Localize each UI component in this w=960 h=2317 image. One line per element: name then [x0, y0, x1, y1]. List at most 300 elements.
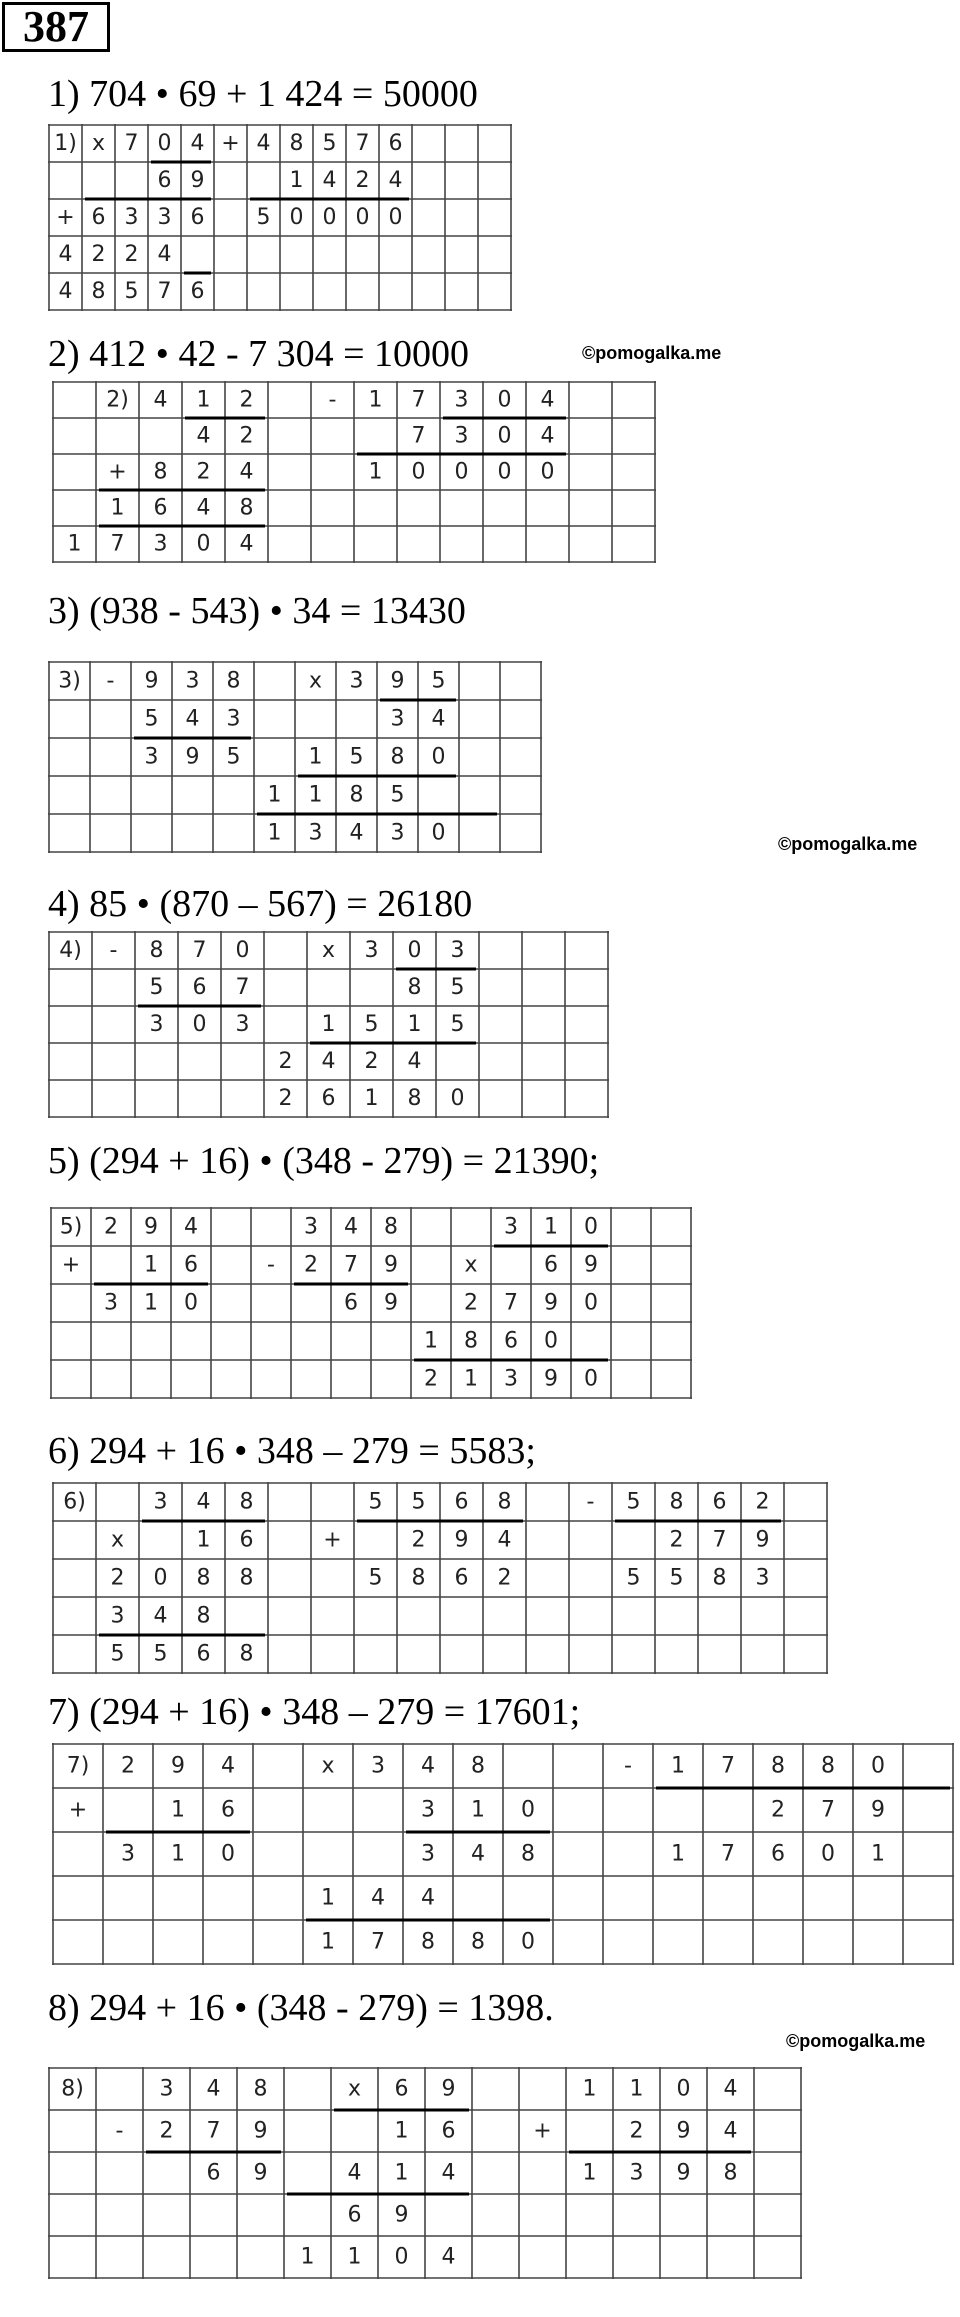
grid-digit: 1	[394, 2160, 409, 2186]
grid-digit: 9	[384, 1290, 398, 1316]
grid-digit: +	[221, 131, 240, 156]
grid-digit: 4	[540, 387, 555, 413]
grid-digit: 9	[394, 2202, 409, 2228]
calc-grid-3	[48, 661, 544, 855]
grid-digit: 6	[712, 1489, 727, 1515]
grid-digit: 7	[235, 975, 250, 1000]
calc-grid-2	[52, 381, 658, 565]
grid-digit: 4	[441, 2160, 456, 2186]
grid-digit: 7	[411, 387, 426, 413]
grid-digit: 8	[471, 1753, 485, 1779]
grid-digit: 8	[196, 1565, 211, 1591]
grid-digit: 0	[394, 2244, 409, 2270]
grid-digit: 3	[390, 706, 405, 732]
grid-digit: 4	[190, 131, 205, 156]
grid-digit: 2	[124, 242, 139, 267]
grid-digit: 8	[669, 1489, 684, 1515]
grid-digit: 3	[104, 1290, 118, 1316]
grid-digit: 4	[184, 1214, 198, 1240]
grid-digit: 7	[192, 938, 207, 963]
grid-digit: 5	[226, 744, 241, 770]
grid-digit: 6	[157, 168, 172, 193]
grid-digit: 3	[124, 205, 139, 230]
grid-digit: 6	[344, 1290, 358, 1316]
grid-digit: 2)	[106, 387, 129, 413]
grid-digit: 1	[871, 1841, 885, 1867]
grid-digit: 4	[239, 459, 254, 485]
grid-digit: 0	[676, 2076, 691, 2102]
grid-digit: 0	[322, 205, 337, 230]
grid-digit: 1	[471, 1797, 485, 1823]
grid-digit: 6	[184, 1252, 198, 1278]
grid-digit: 6	[454, 1565, 469, 1591]
grid-digit: 4	[497, 1527, 512, 1553]
grid-digit: 2	[771, 1797, 785, 1823]
grid-digit: 5	[124, 279, 139, 304]
grid-svg	[52, 1482, 830, 1676]
grid-digit: -	[328, 387, 337, 413]
grid-digit: 8	[226, 668, 241, 694]
grid-digit: 3	[390, 820, 405, 846]
grid-digit: 8	[521, 1841, 535, 1867]
grid-digit: 4	[58, 279, 73, 304]
grid-digit: 3	[226, 706, 241, 732]
grid-digit: 5	[364, 1012, 379, 1037]
grid-digit: 1	[394, 2118, 409, 2144]
grid-digit: 1	[110, 495, 125, 521]
watermark-3: ©pomogalka.me	[786, 2031, 926, 2051]
grid-digit: 6	[388, 131, 403, 156]
grid-digit: 0	[521, 1929, 535, 1955]
grid-digit: 0	[497, 423, 512, 449]
grid-digit: 8	[471, 1929, 485, 1955]
grid-digit: 1	[267, 820, 282, 846]
grid-digit: 8	[411, 1565, 426, 1591]
grid-digit: 2	[629, 2118, 644, 2144]
grid-digit: 8	[497, 1489, 512, 1515]
grid-digit: 7)	[66, 1753, 90, 1779]
grid-digit: 0	[157, 131, 172, 156]
grid-digit: 1	[544, 1214, 558, 1240]
grid-digit: 4	[58, 242, 73, 267]
grid-digit: 8	[407, 1086, 422, 1111]
grid-digit: 8	[771, 1753, 785, 1779]
equation-3: 3) (938 - 543) • 34 = 13430	[48, 590, 466, 632]
grid-digit: 6	[153, 495, 168, 521]
grid-digit: 2	[278, 1086, 293, 1111]
grid-digit: 4	[371, 1885, 385, 1911]
grid-digit: 8	[196, 1603, 211, 1629]
grid-digit: 6	[239, 1527, 254, 1553]
grid-digit: 5	[431, 668, 446, 694]
grid-digit: 4	[471, 1841, 485, 1867]
grid-digit: 3	[121, 1841, 135, 1867]
grid-digit: 3	[450, 938, 465, 963]
grid-digit: 3)	[58, 668, 81, 694]
grid-digit: 6	[504, 1328, 518, 1354]
grid-digit: 8	[390, 744, 405, 770]
grid-digit: 7	[124, 131, 139, 156]
grid-digit: -	[109, 938, 118, 963]
grid-digit: 0	[431, 820, 446, 846]
grid-digit: 2	[304, 1252, 318, 1278]
grid-digit: 7	[821, 1797, 835, 1823]
calc-grid-7	[52, 1743, 956, 1967]
grid-digit: 8	[239, 1641, 254, 1667]
grid-digit: 4	[407, 1049, 422, 1074]
grid-digit: 1	[364, 1086, 379, 1111]
grid-digit: +	[68, 1797, 88, 1823]
grid-digit: 3	[454, 423, 469, 449]
grid-digit: 6	[347, 2202, 362, 2228]
grid-digit: 8	[821, 1753, 835, 1779]
grid-digit: 6)	[63, 1489, 86, 1515]
grid-digit: 3	[504, 1366, 518, 1392]
grid-digit: 3	[153, 1489, 168, 1515]
grid-digit: 4	[347, 2160, 362, 2186]
grid-digit: 1	[582, 2076, 597, 2102]
grid-digit: 4	[196, 1489, 211, 1515]
grid-digit: 9	[676, 2118, 691, 2144]
grid-digit: 2	[104, 1214, 118, 1240]
grid-digit: 4	[431, 706, 446, 732]
grid-digit: 4	[723, 2118, 738, 2144]
grid-digit: 4	[421, 1885, 435, 1911]
grid-digit: 0	[388, 205, 403, 230]
grid-digit: 7	[411, 423, 426, 449]
grid-digit: 9	[584, 1252, 598, 1278]
grid-digit: 0	[192, 1012, 207, 1037]
grid-digit: x	[321, 938, 336, 963]
grid-digit: 2	[239, 387, 254, 413]
grid-digit: 1	[368, 459, 383, 485]
equation-4: 4) 85 • (870 – 567) = 26180	[48, 883, 473, 925]
grid-digit: 6	[394, 2076, 409, 2102]
grid-digit: 7	[206, 2118, 221, 2144]
equation-5: 5) (294 + 16) • (348 - 279) = 21390;	[48, 1140, 600, 1182]
grid-digit: 1	[308, 744, 323, 770]
grid-digit: 3	[308, 820, 323, 846]
grid-digit: 2	[121, 1753, 135, 1779]
grid-digit: 3	[304, 1214, 318, 1240]
grid-digit: 4	[388, 168, 403, 193]
grid-digit: 7	[355, 131, 370, 156]
grid-digit: 1	[347, 2244, 362, 2270]
equation-2: 2) 412 • 42 - 7 304 = 10000	[48, 333, 470, 375]
grid-digit: 6	[544, 1252, 558, 1278]
grid-digit: 5	[450, 975, 465, 1000]
grid-digit: 5	[256, 205, 271, 230]
grid-digit: 1	[582, 2160, 597, 2186]
grid-digit: 0	[153, 1565, 168, 1591]
grid-digit: 9	[253, 2160, 268, 2186]
grid-digit: 6	[196, 1641, 211, 1667]
grid-digit: 7	[157, 279, 172, 304]
grid-digit: 4	[196, 423, 211, 449]
grid-digit: 1	[321, 1012, 336, 1037]
equation-6: 6) 294 + 16 • 348 – 279 = 5583;	[48, 1430, 536, 1472]
grid-digit: 7	[721, 1841, 735, 1867]
grid-digit: 7	[712, 1527, 727, 1553]
grid-digit: 5	[450, 1012, 465, 1037]
grid-digit: x	[91, 131, 106, 156]
grid-digit: 8	[464, 1328, 478, 1354]
grid-digit: 8)	[61, 2076, 84, 2102]
grid-digit: 8	[253, 2076, 268, 2102]
grid-digit: 5	[411, 1489, 426, 1515]
grid-digit: 0	[184, 1290, 198, 1316]
grid-svg	[48, 661, 544, 855]
grid-digit: 5	[626, 1565, 641, 1591]
grid-digit: 8	[239, 1489, 254, 1515]
grid-digit: 5	[144, 706, 159, 732]
equation-1: 1) 704 • 69 + 1 424 = 50000	[48, 73, 478, 115]
grid-digit: 9	[544, 1366, 558, 1392]
grid-digit: 3	[157, 205, 172, 230]
grid-digit: 3	[185, 668, 200, 694]
equation-8: 8) 294 + 16 • (348 - 279) = 1398.	[48, 1987, 554, 2029]
grid-digit: 8	[421, 1929, 435, 1955]
grid-digit: 4	[153, 387, 168, 413]
grid-digit: x	[347, 2076, 362, 2102]
grid-digit: 1	[321, 1929, 335, 1955]
grid-digit: +	[323, 1527, 342, 1553]
grid-digit: x	[308, 668, 323, 694]
grid-digit: 9	[171, 1753, 185, 1779]
grid-digit: 2	[110, 1565, 125, 1591]
grid-digit: 6	[771, 1841, 785, 1867]
grid-digit: 3	[755, 1565, 770, 1591]
grid-digit: 0	[497, 387, 512, 413]
grid-digit: -	[115, 2118, 124, 2144]
grid-digit: 9	[454, 1527, 469, 1553]
grid-digit: 0	[540, 459, 555, 485]
grid-digit: 1	[308, 782, 323, 808]
equation-7: 7) (294 + 16) • 348 – 279 = 17601;	[48, 1691, 581, 1733]
grid-digit: 2	[355, 168, 370, 193]
grid-digit: 8	[349, 782, 364, 808]
grid-digit: x	[321, 1753, 335, 1779]
grid-digit: 8	[239, 1565, 254, 1591]
grid-svg	[48, 124, 514, 313]
grid-svg	[52, 381, 658, 565]
grid-digit: 0	[497, 459, 512, 485]
grid-digit: 3	[153, 531, 168, 557]
grid-digit: 3	[421, 1797, 435, 1823]
grid-digit: 2	[464, 1290, 478, 1316]
grid-digit: 7	[371, 1929, 385, 1955]
grid-digit: 9	[544, 1290, 558, 1316]
grid-digit: 0	[221, 1841, 235, 1867]
grid-digit: 1	[407, 1012, 422, 1037]
grid-digit: 3	[149, 1012, 164, 1037]
grid-digit: 6	[221, 1797, 235, 1823]
grid-digit: 3	[144, 744, 159, 770]
grid-digit: 0	[407, 938, 422, 963]
grid-digit: +	[533, 2118, 552, 2144]
grid-digit: 5	[368, 1565, 383, 1591]
calc-grid-4	[48, 931, 611, 1120]
grid-digit: 1	[196, 1527, 211, 1553]
grid-digit: 6	[321, 1086, 336, 1111]
grid-digit: 3	[371, 1753, 385, 1779]
grid-digit: 4	[322, 168, 337, 193]
grid-digit: 1	[424, 1328, 438, 1354]
grid-digit: 0	[355, 205, 370, 230]
grid-digit: 0	[431, 744, 446, 770]
grid-digit: 3	[421, 1841, 435, 1867]
grid-digit: 3	[110, 1603, 125, 1629]
watermark-2: ©pomogalka.me	[778, 834, 918, 854]
grid-digit: 1	[171, 1797, 185, 1823]
grid-digit: 8	[289, 131, 304, 156]
calc-grid-1	[48, 124, 514, 313]
grid-digit: 1	[171, 1841, 185, 1867]
grid-digit: 8	[153, 459, 168, 485]
grid-digit: 1	[67, 531, 82, 557]
grid-digit: -	[106, 668, 115, 694]
grid-digit: 9	[755, 1527, 770, 1553]
grid-digit: 1	[267, 782, 282, 808]
grid-digit: 2	[91, 242, 106, 267]
grid-digit: 2	[278, 1049, 293, 1074]
grid-digit: 5	[368, 1489, 383, 1515]
grid-svg	[52, 1743, 956, 1967]
grid-digit: x	[464, 1252, 478, 1278]
grid-digit: 1	[196, 387, 211, 413]
grid-digit: +	[108, 459, 127, 485]
grid-digit: 8	[149, 938, 164, 963]
grid-digit: 6	[190, 279, 205, 304]
grid-digit: 2	[669, 1527, 684, 1553]
grid-digit: 4)	[59, 938, 82, 963]
grid-digit: 0	[584, 1290, 598, 1316]
calc-grid-6	[52, 1482, 830, 1676]
grid-svg	[48, 2067, 804, 2281]
grid-digit: 8	[91, 279, 106, 304]
grid-digit: 0	[821, 1841, 835, 1867]
grid-digit: 4	[157, 242, 172, 267]
watermark-1: ©pomogalka.me	[582, 343, 722, 363]
grid-digit: 4	[206, 2076, 221, 2102]
grid-digit: 1	[300, 2244, 315, 2270]
calc-grid-5	[50, 1207, 694, 1401]
grid-digit: 9	[144, 1214, 158, 1240]
grid-digit: 7	[504, 1290, 518, 1316]
grid-digit: 9	[190, 168, 205, 193]
grid-digit: 4	[421, 1753, 435, 1779]
grid-digit: 9	[185, 744, 200, 770]
grid-digit: 9	[441, 2076, 456, 2102]
grid-digit: 6	[91, 205, 106, 230]
grid-digit: 0	[584, 1366, 598, 1392]
grid-digit: 0	[521, 1797, 535, 1823]
grid-digit: 4	[349, 820, 364, 846]
grid-digit: 1	[144, 1252, 158, 1278]
grid-digit: 8	[407, 975, 422, 1000]
grid-digit: +	[61, 1252, 81, 1278]
grid-digit: 0	[544, 1328, 558, 1354]
grid-digit: 7	[344, 1252, 358, 1278]
grid-digit: 4	[256, 131, 271, 156]
grid-digit: 6	[192, 975, 207, 1000]
grid-digit: 7	[721, 1753, 735, 1779]
grid-digit: 6	[190, 205, 205, 230]
grid-digit: 3	[454, 387, 469, 413]
grid-digit: 4	[239, 531, 254, 557]
grid-digit: x	[110, 1527, 125, 1553]
grid-digit: 1	[464, 1366, 478, 1392]
grid-digit: 5)	[59, 1214, 83, 1240]
grid-digit: 4	[321, 1049, 336, 1074]
grid-digit: 5	[110, 1641, 125, 1667]
grid-digit: 2	[411, 1527, 426, 1553]
grid-digit: 3	[349, 668, 364, 694]
grid-digit: 6	[441, 2118, 456, 2144]
grid-svg	[48, 931, 611, 1120]
grid-digit: 1	[289, 168, 304, 193]
grid-digit: 2	[196, 459, 211, 485]
grid-digit: 4	[540, 423, 555, 449]
grid-digit: 3	[159, 2076, 174, 2102]
grid-digit: -	[586, 1489, 595, 1515]
grid-digit: 5	[349, 744, 364, 770]
grid-digit: 1	[144, 1290, 158, 1316]
grid-digit: 9	[390, 668, 405, 694]
grid-digit: 0	[454, 459, 469, 485]
grid-digit: 7	[110, 531, 125, 557]
grid-digit: 5	[626, 1489, 641, 1515]
grid-digit: 5	[669, 1565, 684, 1591]
grid-digit: 4	[344, 1214, 358, 1240]
grid-digit: 6	[454, 1489, 469, 1515]
grid-digit: 5	[153, 1641, 168, 1667]
grid-digit: -	[267, 1252, 275, 1278]
grid-digit: 3	[629, 2160, 644, 2186]
grid-digit: 0	[196, 531, 211, 557]
grid-digit: 9	[253, 2118, 268, 2144]
grid-digit: 3	[235, 1012, 250, 1037]
grid-digit: +	[56, 205, 75, 230]
grid-digit: 2	[239, 423, 254, 449]
grid-digit: 8	[712, 1565, 727, 1591]
grid-digit: 5	[322, 131, 337, 156]
grid-digit: 0	[289, 205, 304, 230]
grid-digit: 1	[368, 387, 383, 413]
grid-digit: 1)	[54, 131, 77, 156]
grid-digit: 3	[504, 1214, 518, 1240]
grid-digit: 0	[584, 1214, 598, 1240]
grid-svg	[50, 1207, 694, 1401]
grid-digit: 8	[723, 2160, 738, 2186]
grid-digit: 2	[497, 1565, 512, 1591]
grid-digit: 4	[441, 2244, 456, 2270]
grid-digit: 1	[629, 2076, 644, 2102]
grid-digit: 4	[153, 1603, 168, 1629]
grid-digit: 0	[450, 1086, 465, 1111]
grid-digit: 2	[424, 1366, 438, 1392]
grid-digit: 3	[364, 938, 379, 963]
grid-digit: 5	[390, 782, 405, 808]
grid-digit: 0	[871, 1753, 885, 1779]
task-number: 387	[2, 2, 110, 52]
grid-digit: 4	[723, 2076, 738, 2102]
grid-digit: 1	[671, 1841, 685, 1867]
grid-digit: 9	[676, 2160, 691, 2186]
grid-digit: 8	[384, 1214, 398, 1240]
grid-digit: 6	[206, 2160, 221, 2186]
grid-digit: 0	[235, 938, 250, 963]
